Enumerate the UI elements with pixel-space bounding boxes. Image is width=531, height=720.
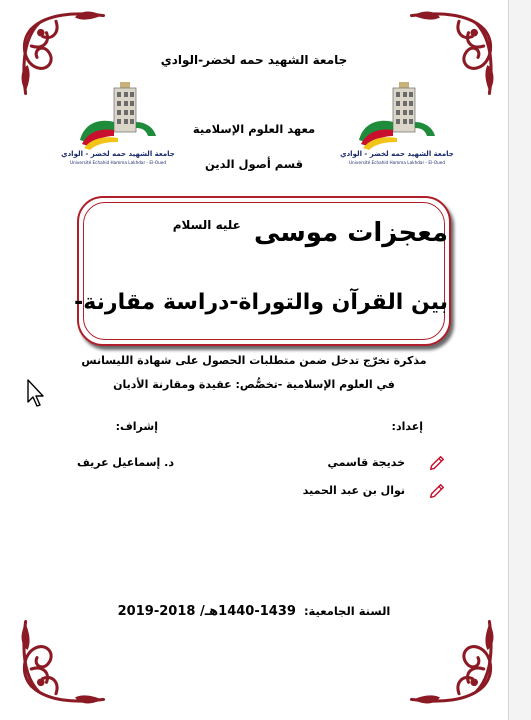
pencil-icon [428,482,446,500]
title-main [173,218,448,248]
title-main-text: معجزات موسى [253,218,448,248]
memo-line-2: في العلوم الإسلامية -تخصُّص: عقيدة ومقارنة الأديان [113,378,395,391]
title-honorific: عليه السلام [172,218,241,232]
academic-year [0,604,508,619]
title-sub: بين القرآن والتوراة-دراسة مقارنة- [74,290,448,315]
academic-year-label: السنة الجامعية: [303,604,391,618]
student-name-2: نوال بن عبد الحميد [302,484,405,497]
viewer-edge [508,0,531,720]
student-name-1: خديجة قاسمي [327,456,405,469]
logo-arabic-text: جامعة الشهيد حمه لخضر - الوادي [61,150,175,158]
memo-line-1: مذكرة تخرّج تدخل ضمن متطلبات الحصول على شهادة الليسانس [81,354,427,367]
institute-name: معهد العلوم الإسلامية [192,122,316,136]
academic-year-value: 1439-1440هـ/ 2018-2019 [117,604,296,619]
department-name: قسم أصول الدين [204,157,304,171]
corner-ornament-bottom-left [18,612,113,707]
prepared-label: إعداد: [391,420,423,433]
corner-ornament-bottom-right [402,612,497,707]
supervisor-name: د. إسماعيل عريف [77,456,174,469]
logo-arabic-text: جامعة الشهيد حمه لخضر - الوادي [340,150,454,158]
pencil-icon [428,454,446,472]
logo-latin-text: Université Echahid Hamma Lakhdar - El-Oued [69,160,167,165]
logo-latin-text: Université Echahid Hamma Lakhdar - El-Oued [348,160,446,165]
supervision-label: إشراف: [115,420,158,433]
mouse-cursor-icon [26,378,46,408]
university-name: جامعة الشهيد حمه لخضر-الوادي [160,53,348,67]
